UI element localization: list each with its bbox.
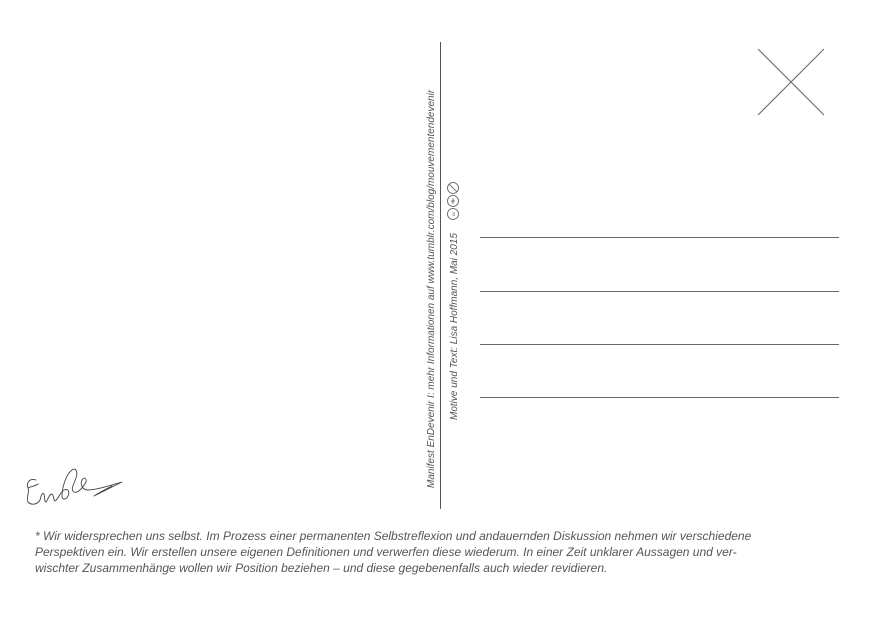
address-line-3 (480, 344, 839, 345)
svg-text:cc: cc (451, 211, 456, 217)
signature-icon (22, 462, 127, 512)
credit-text-vertical: Motive und Text: Lisa Hoffmann, Mai 2015 (449, 233, 460, 420)
address-line-4 (480, 397, 839, 398)
footnote (35, 528, 855, 576)
info-text-vertical: Manifest EnDevenir I: mehr Informationen auf www.tumblr.com/blog/mouvementendevenir (426, 89, 437, 488)
center-divider (440, 42, 441, 509)
cc-license-icons (446, 180, 460, 220)
stamp-cross-icon (757, 48, 825, 116)
address-line-2 (480, 291, 839, 292)
footnote-line-1: * Wir widersprechen uns selbst. Im Prozess einer permanenten Selbstreflexion und andauernden Diskussion nehmen wir verschiedene (35, 529, 752, 543)
footnote-line-2: Perspektiven ein. Wir erstellen unsere eigenen Definitionen und verwerfen diese wiederum. In einer Zeit unklarer Aussagen und ver- (35, 545, 737, 559)
address-line-1 (480, 237, 839, 238)
footnote-line-3: wischter Zusammenhänge wollen wir Position beziehen – und diese gegebenenfalls auch wieder revidieren. (35, 561, 608, 575)
